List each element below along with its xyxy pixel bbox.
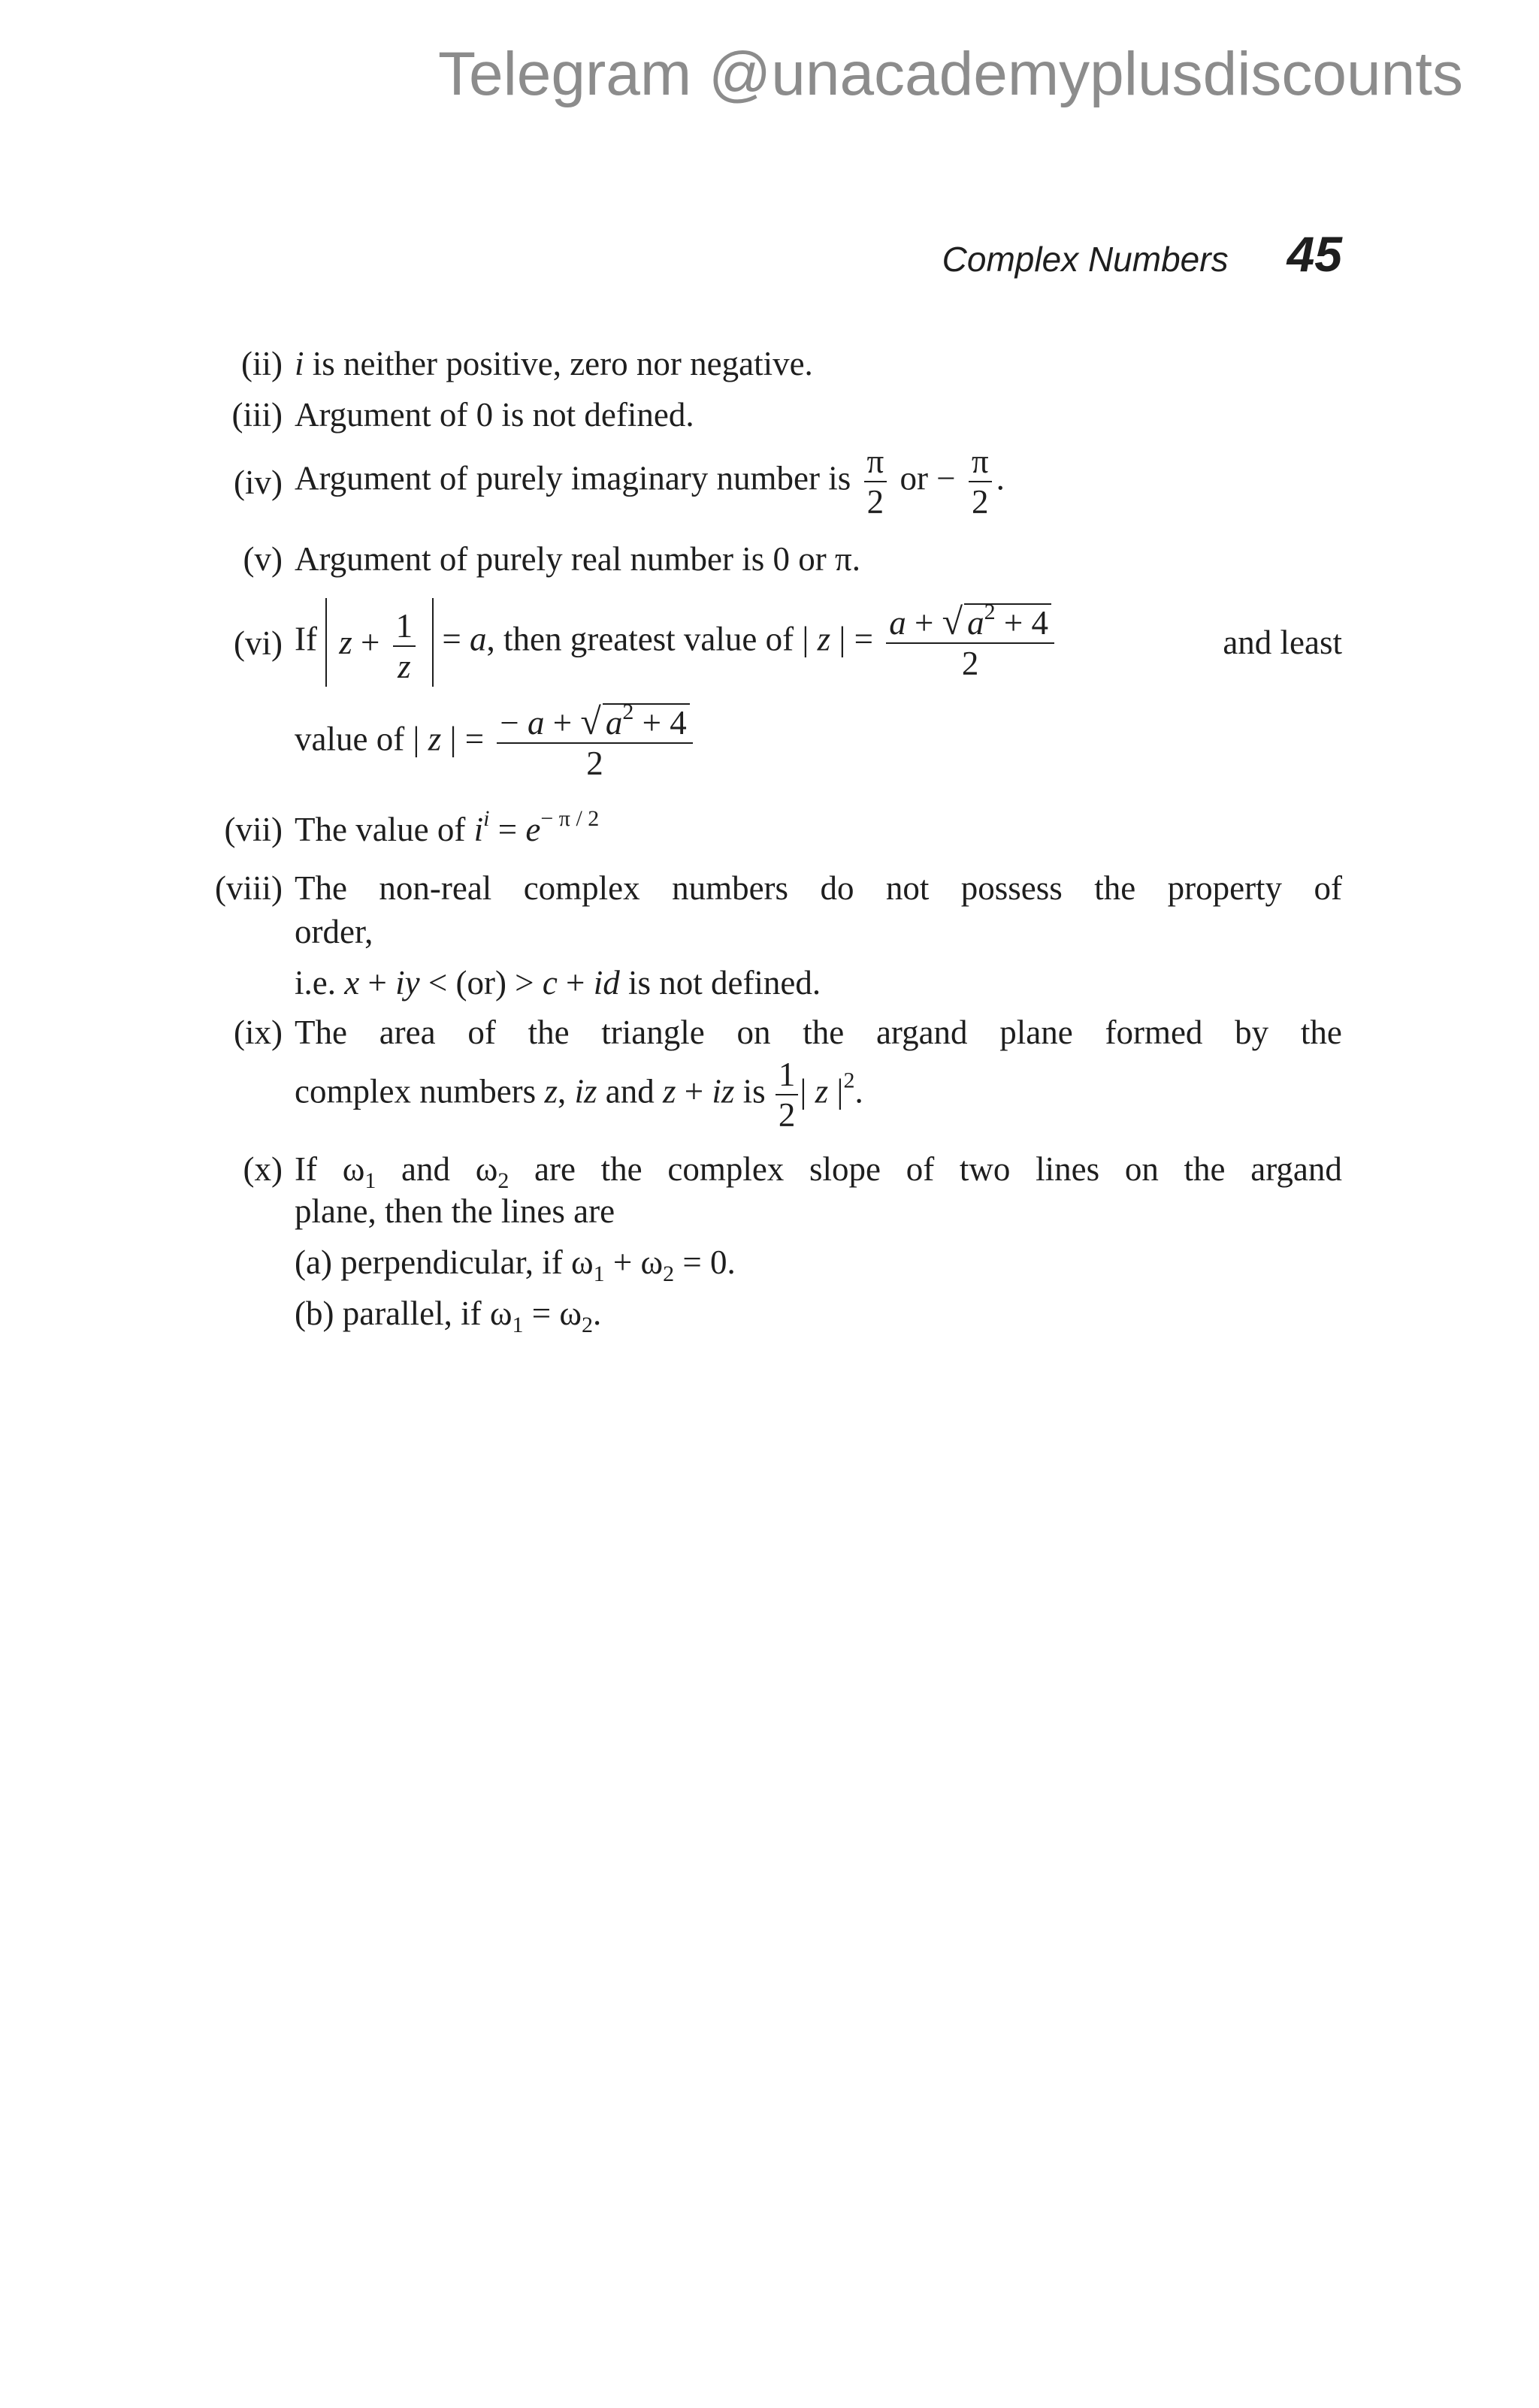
item-number: (ix) <box>234 1014 283 1051</box>
running-title: Complex Numbers <box>942 240 1229 279</box>
numerator: 1 <box>776 1055 799 1095</box>
item-text: order, <box>295 913 373 950</box>
word: the <box>1184 1150 1226 1188</box>
math-var: z <box>428 720 442 758</box>
item-number: (vii) <box>224 811 283 848</box>
text-span: = 0. <box>674 1243 736 1281</box>
text-span: + <box>676 1072 712 1110</box>
word: complex <box>667 1150 785 1188</box>
text-span: < (or) > <box>419 964 543 1002</box>
word: on <box>1124 1150 1159 1188</box>
text-span: i.e. <box>295 964 345 1002</box>
fraction <box>776 1055 799 1135</box>
text-span: + <box>544 704 581 742</box>
item-text <box>295 699 697 783</box>
word: by <box>1235 1014 1269 1051</box>
word: complex <box>523 869 640 907</box>
item-text <box>295 442 1005 521</box>
math-var: z <box>815 1072 829 1110</box>
abs-expression <box>325 598 434 687</box>
fraction <box>969 442 992 521</box>
subscript: 2 <box>663 1261 675 1286</box>
text-span: + ω <box>604 1243 664 1281</box>
word <box>342 1148 376 1193</box>
running-head <box>942 225 1342 293</box>
text-span: is not defined. <box>619 964 821 1002</box>
text-span: is neither positive, zero nor negative. <box>312 345 813 382</box>
word: of <box>1314 869 1342 907</box>
text-span: | = <box>830 620 874 658</box>
text-span: . <box>593 1295 602 1332</box>
math-var: i <box>473 811 484 848</box>
item-text <box>295 1055 863 1135</box>
item-ix-continued <box>0 1052 1539 1145</box>
math-var: ω <box>475 1150 498 1188</box>
word: area <box>379 1014 436 1051</box>
item-number: (viii) <box>215 869 283 907</box>
word: property <box>1167 869 1283 907</box>
math-var: z <box>544 1072 558 1110</box>
numerator: π <box>969 442 992 482</box>
text-span: | = <box>441 720 485 758</box>
word: formed <box>1105 1014 1203 1051</box>
word: argand <box>1250 1150 1342 1188</box>
math-var: a <box>470 620 487 658</box>
item-text <box>295 598 1342 687</box>
exponent: 2 <box>843 1068 855 1093</box>
text-span: + 4 <box>633 704 687 742</box>
item-text <box>295 962 821 1004</box>
text-span: , then greatest value of | <box>486 620 818 658</box>
math-var: c <box>542 964 558 1002</box>
math-var: z <box>339 624 352 661</box>
item-vi-continued <box>0 699 1539 796</box>
word <box>475 1148 509 1193</box>
fraction <box>393 606 416 686</box>
word: do <box>820 869 854 907</box>
word: two <box>959 1150 1011 1188</box>
math-var: a <box>528 704 545 742</box>
item-text <box>295 867 1342 909</box>
text-span: Argument of purely imaginary number is <box>295 459 851 497</box>
subscript: 1 <box>593 1261 605 1286</box>
word: the <box>528 1014 570 1051</box>
item-vi <box>0 595 1539 693</box>
item-number: (iii) <box>231 396 283 434</box>
text-span: | <box>828 1072 844 1110</box>
word: the <box>803 1014 845 1051</box>
item-iv <box>0 439 1539 536</box>
text-span: = <box>442 620 470 658</box>
item-text: Argument of 0 is not defined. <box>295 396 694 434</box>
item-text: plane, then the lines are <box>295 1192 615 1230</box>
item-number: (x) <box>243 1150 283 1188</box>
math-var: iy <box>395 964 420 1002</box>
numerator <box>497 699 692 744</box>
math-var: iz <box>712 1072 735 1110</box>
subscript: 1 <box>512 1313 524 1337</box>
text-span: is <box>734 1072 774 1110</box>
radical-sign: √ <box>580 700 601 742</box>
radicand <box>964 600 1051 642</box>
math-var: id <box>593 964 620 1002</box>
math-var: i <box>295 345 304 382</box>
exponent: 2 <box>984 600 996 624</box>
text-span: value of | <box>295 720 428 758</box>
item-text <box>295 808 599 851</box>
text-span: complex numbers <box>295 1072 545 1110</box>
item-number: (ii) <box>241 345 283 382</box>
word: lines <box>1036 1150 1100 1188</box>
math-var: a <box>605 704 623 742</box>
word: not <box>885 869 930 907</box>
word: numbers <box>672 869 789 907</box>
word: If <box>295 1150 317 1188</box>
math-var: z <box>817 620 831 658</box>
word: slope <box>809 1150 881 1188</box>
math-var: e <box>525 811 541 848</box>
word: on <box>736 1014 771 1051</box>
text-span: + <box>557 964 594 1002</box>
text-span: + <box>361 624 380 661</box>
denominator: z <box>398 647 411 685</box>
word: and <box>401 1150 450 1188</box>
word: triangle <box>601 1014 705 1051</box>
word: possess <box>960 869 1063 907</box>
denominator: 2 <box>586 745 603 782</box>
word: The <box>295 1014 347 1051</box>
numerator: π <box>864 442 887 482</box>
text-span: + <box>359 964 396 1002</box>
text-span: or − <box>900 459 956 497</box>
word: the <box>1094 869 1136 907</box>
numerator <box>886 602 1054 644</box>
item-text <box>295 1292 602 1337</box>
word: plane <box>999 1014 1073 1051</box>
item-text <box>295 343 813 385</box>
word: of <box>906 1150 935 1188</box>
watermark: Telegram @unacademyplusdiscounts <box>437 40 1464 108</box>
text-span: and <box>597 1072 663 1110</box>
item-text <box>295 1241 736 1286</box>
denominator: 2 <box>866 483 884 521</box>
word: are <box>534 1150 576 1188</box>
word: The <box>295 869 347 907</box>
item-number: (v) <box>243 540 283 578</box>
item-text <box>295 1011 1342 1053</box>
word: non-real <box>379 869 492 907</box>
item-number: (vi) <box>234 624 283 662</box>
math-var: iz <box>574 1072 597 1110</box>
text-span: , <box>557 1072 575 1110</box>
math-var: ω <box>342 1150 365 1188</box>
expr-left <box>295 598 1059 687</box>
text-span: − <box>500 704 528 742</box>
text-span: = <box>497 811 526 848</box>
text-span: . <box>854 1072 863 1110</box>
exponent: 2 <box>622 699 634 724</box>
numerator: 1 <box>393 606 416 647</box>
text-span: The value of <box>295 811 466 848</box>
fraction <box>864 442 887 521</box>
text-span: + <box>906 604 942 642</box>
text-span: = ω <box>523 1295 582 1332</box>
subscript: 2 <box>582 1313 593 1337</box>
subscript: 2 <box>497 1168 509 1193</box>
radical-sign: √ <box>942 600 963 642</box>
fraction <box>497 699 692 783</box>
page-number: 45 <box>1287 226 1342 282</box>
word: of <box>467 1014 496 1051</box>
fraction <box>886 602 1054 683</box>
word: the <box>600 1150 643 1188</box>
denominator: 2 <box>971 483 989 521</box>
text-span: + 4 <box>995 604 1049 642</box>
subscript: 1 <box>364 1168 376 1193</box>
item-text <box>295 1148 1342 1193</box>
radicand <box>603 699 690 742</box>
word: argand <box>875 1014 968 1051</box>
denominator: 2 <box>961 645 979 682</box>
text-span: . <box>996 459 1005 497</box>
text-span: (a) perpendicular, if ω <box>295 1243 594 1281</box>
text-span: (b) parallel, if ω <box>295 1295 512 1332</box>
exponent: − π / 2 <box>540 806 600 831</box>
text-span: If <box>295 620 317 658</box>
text-span: and least <box>1223 624 1342 661</box>
item-text: Argument of purely real number is 0 or π. <box>295 540 860 578</box>
math-var: z <box>662 1072 676 1110</box>
math-var: a <box>967 604 984 642</box>
math-var: a <box>889 604 906 642</box>
text-span: | <box>800 1072 815 1110</box>
item-number: (iv) <box>234 464 283 501</box>
word: the <box>1300 1014 1342 1051</box>
exponent: i <box>483 806 490 831</box>
math-var: x <box>344 964 360 1002</box>
denominator: 2 <box>778 1096 796 1134</box>
